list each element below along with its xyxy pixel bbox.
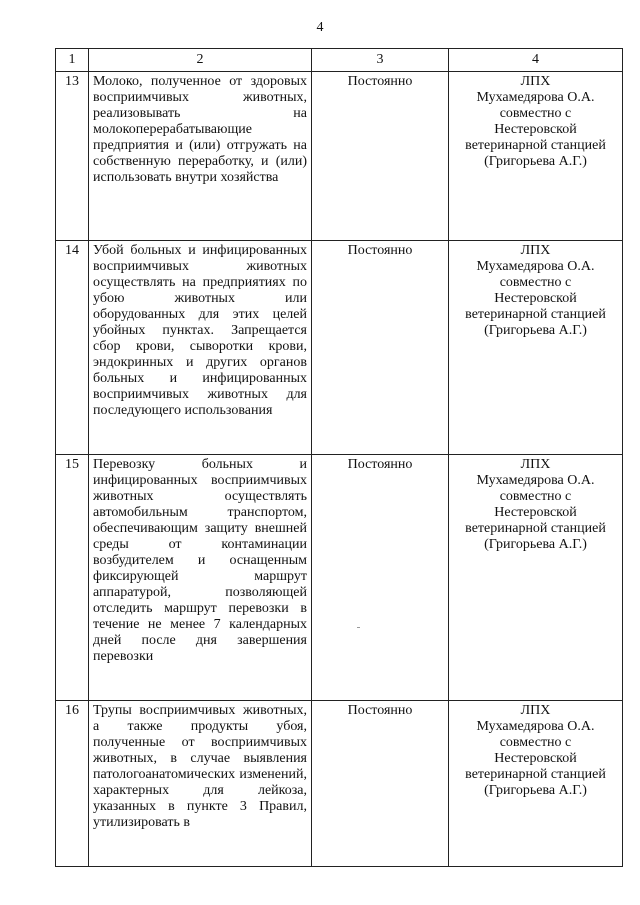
table-row [56,701,623,867]
column-header-number: 1 [56,49,89,72]
responsible-text: ЛПХ Мухамедярова О.А. совместно с Нестеровской ветеринарной станцией (Григорьева А.Г.) [449,701,623,867]
responsible-text: ЛПХ Мухамедярова О.А. совместно с Нестеровской ветеринарной станцией (Григорьева А.Г.) [449,72,623,241]
table-header-row [56,49,623,72]
term-text: Постоянно [312,455,449,701]
page-number: 4 [316,20,324,35]
measure-text: Перевозку больных и инфицированных восприимчивых животных осуществлять автомобильным транспортом, обеспечивающим защиту внешней среды от контаминации возбудителем и оснащенным фиксирующей маршрут аппаратурой, позволяющей отследить маршрут перевозки в течение не менее 7 календарных дней после дня завершения перевозки [89,455,312,701]
responsible-text: ЛПХ Мухамедярова О.А. совместно с Нестеровской ветеринарной станцией (Григорьева А.Г.) [449,455,623,701]
table-row [56,241,623,455]
measure-text: Трупы восприимчивых животных, а также продукты убоя, полученные от восприимчивых животных, в случае выявления патологоанатомических изменений, характерных для лейкоза, указанных в пункте 3 Правил, утилизировать в [89,701,312,867]
column-header-responsible: 4 [449,49,623,72]
row-number: 13 [56,72,89,241]
row-number: 14 [56,241,89,455]
table-row [56,455,623,701]
term-text: Постоянно [312,241,449,455]
term-text: Постоянно [312,72,449,241]
row-number: 16 [56,701,89,867]
row-number: 15 [56,455,89,701]
measure-text: Молоко, полученное от здоровых восприимчивых животных, реализовывать на молокоперерабатывающие предприятия и (или) отгружать на собственную переработку, и (или) использовать внутри хозяйства [89,72,312,241]
responsible-text: ЛПХ Мухамедярова О.А. совместно с Нестеровской ветеринарной станцией (Григорьева А.Г.) [449,241,623,455]
term-text: Постоянно [312,701,449,867]
column-header-term: 3 [312,49,449,72]
measures-table [55,48,623,867]
table-row [56,72,623,241]
measure-text: Убой больных и инфицированных восприимчивых животных осуществлять на предприятиях по убою животных или оборудованных для этих целей убойных пунктах. Запрещается сбор крови, сыворотки крови, эндокринных и других органов больных и инфицированных восприимчивых животных для последующего использования [89,241,312,455]
scan-speck [357,627,360,628]
column-header-measure: 2 [89,49,312,72]
